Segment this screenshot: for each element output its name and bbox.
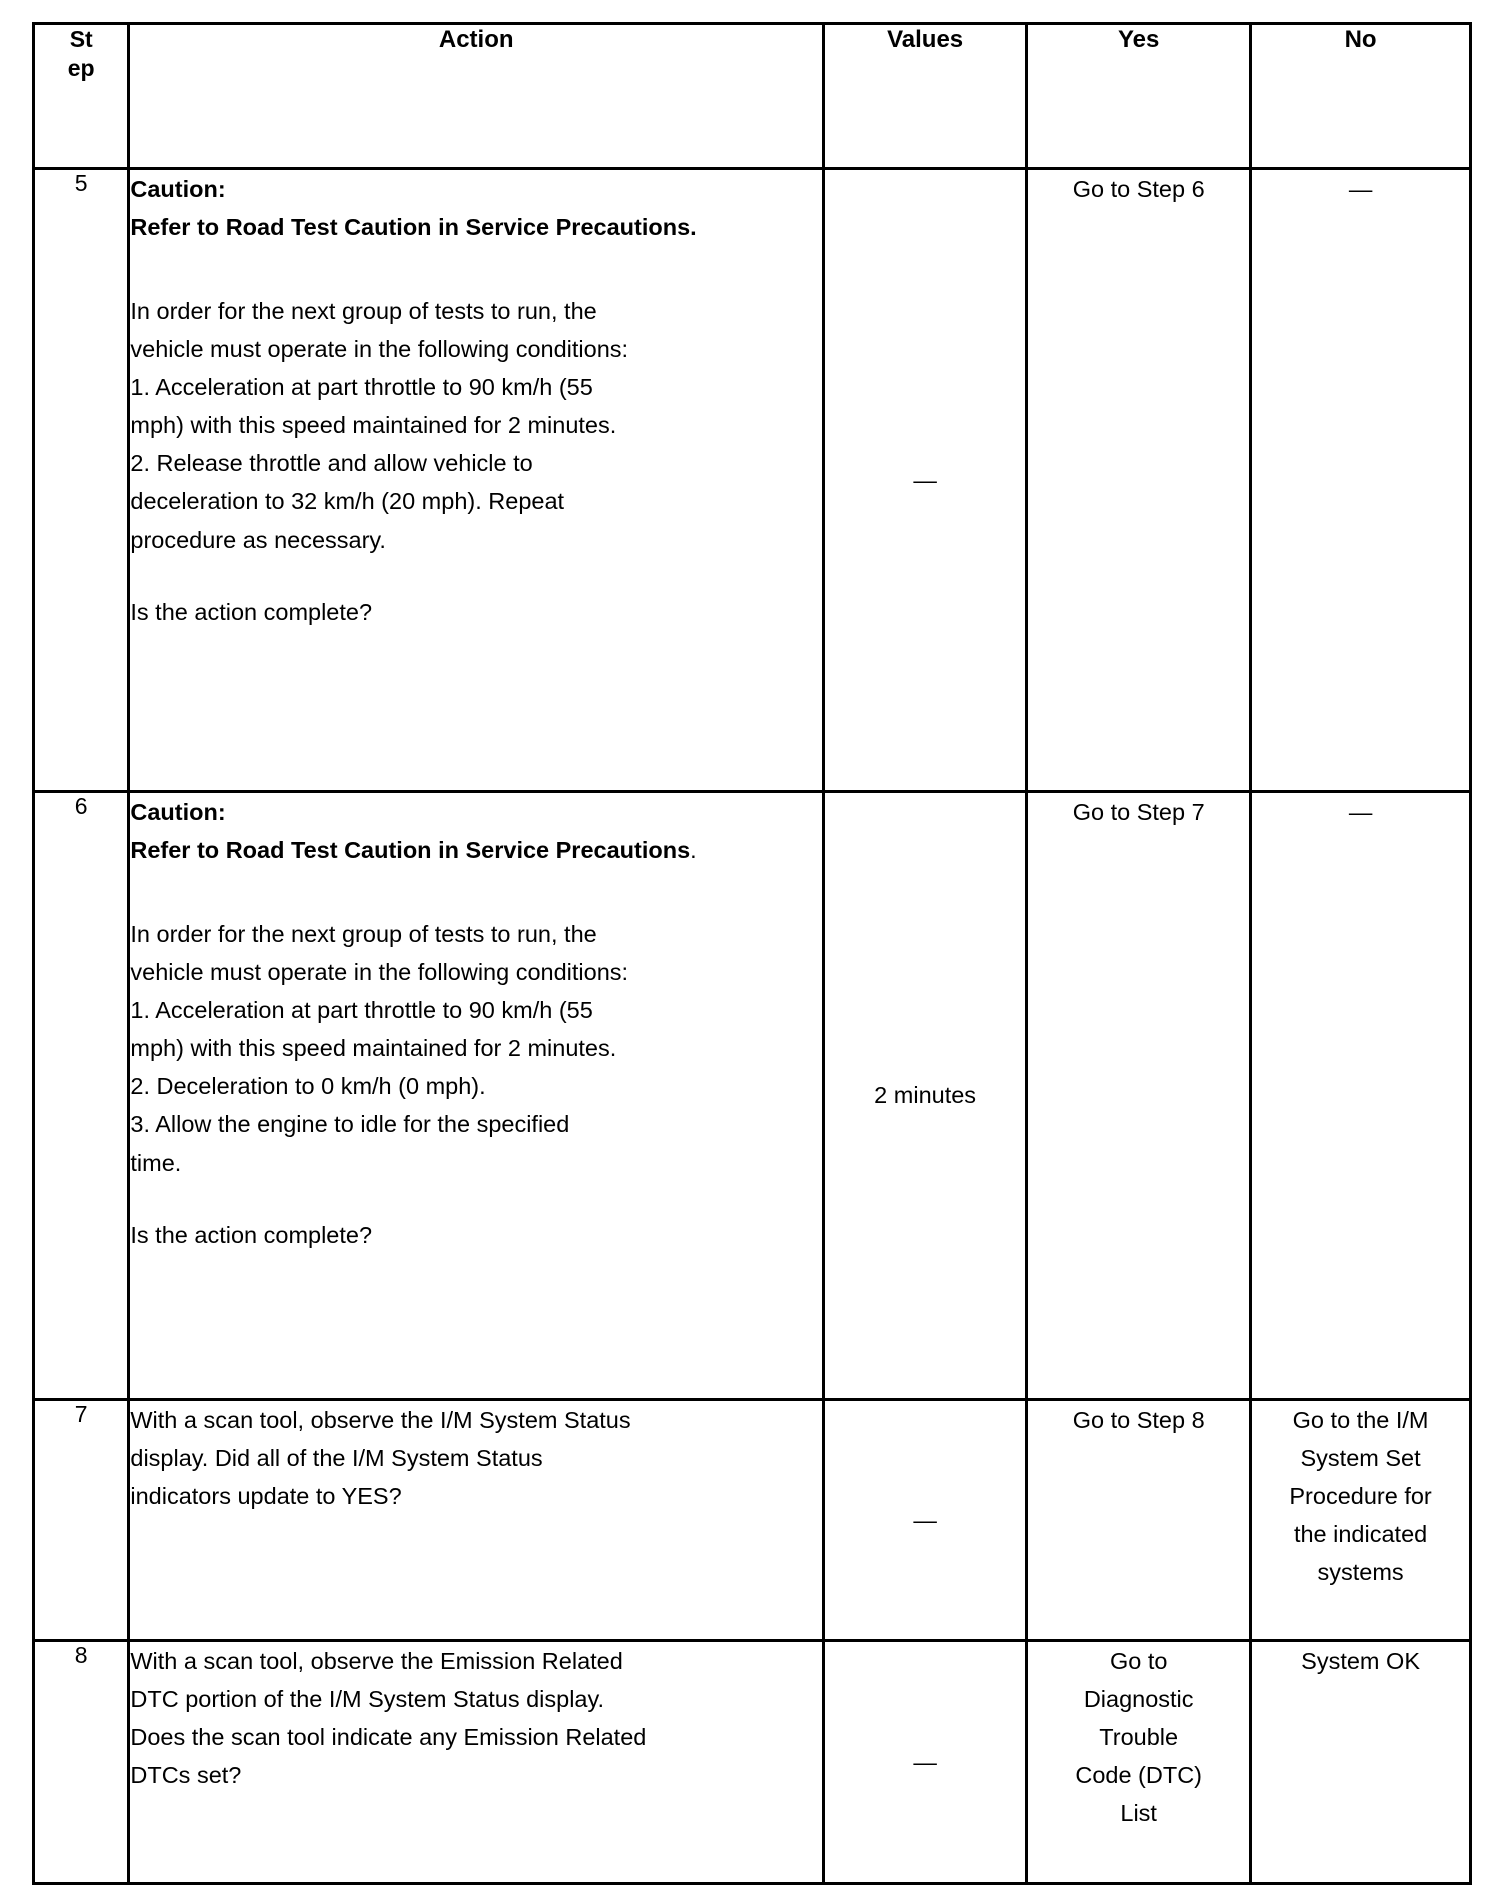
action-line: 3. Allow the engine to idle for the specified — [130, 1111, 570, 1138]
caution-text: Refer to Road Test Caution in Service Precautions. — [130, 214, 697, 241]
action-line: 1. Acceleration at part throttle to 90 km/h (55 — [130, 374, 593, 401]
action-line: time. — [130, 1149, 182, 1176]
yes-line: Diagnostic — [1083, 1686, 1194, 1713]
values-cell: — — [824, 1641, 1027, 1884]
yes-line: Code (DTC) — [1075, 1762, 1203, 1789]
step-number: 5 — [34, 169, 129, 792]
header-step — [34, 24, 129, 169]
action-line: vehicle must operate in the following conditions: — [130, 336, 629, 363]
action-line: DTC portion of the I/M System Status display. — [130, 1686, 605, 1713]
spacer — [130, 1182, 822, 1216]
no-cell: — — [1251, 169, 1471, 792]
action-line: DTCs set? — [130, 1762, 242, 1789]
no-line: System Set — [1300, 1445, 1421, 1472]
action-line: 2. Release throttle and allow vehicle to — [130, 450, 533, 477]
action-line: display. Did all of the I/M System Status — [130, 1445, 543, 1472]
spacer — [130, 559, 822, 593]
yes-cell: Go to Step 7 — [1027, 792, 1251, 1400]
caution-label: Caution: — [130, 176, 226, 202]
header-values: Values — [824, 24, 1027, 169]
header-step-line2: ep — [67, 55, 95, 82]
spacer — [130, 869, 822, 915]
step-number: 7 — [34, 1400, 129, 1641]
action-line: With a scan tool, observe the Emission Related — [130, 1648, 623, 1674]
yes-line: List — [1120, 1800, 1157, 1827]
action-line: procedure as necessary. — [130, 526, 386, 553]
no-line: Go to the I/M — [1292, 1407, 1429, 1433]
yes-cell: Go to Step 6 — [1027, 169, 1251, 792]
action-description — [129, 792, 824, 1400]
table-header-row — [34, 24, 1471, 169]
caution-text-line — [130, 831, 822, 869]
action-line: vehicle must operate in the following conditions: — [130, 959, 629, 986]
action-question: Is the action complete? — [130, 1221, 373, 1248]
values-cell: — — [824, 169, 1027, 792]
table-row — [34, 792, 1471, 1400]
no-cell: System OK — [1251, 1641, 1471, 1884]
step-number: 6 — [34, 792, 129, 1400]
header-yes: Yes — [1027, 24, 1251, 169]
yes-cell — [1027, 1641, 1251, 1884]
yes-line: Go to — [1109, 1648, 1168, 1674]
header-no: No — [1251, 24, 1471, 169]
table-row — [34, 169, 1471, 792]
yes-line: Trouble — [1099, 1724, 1179, 1751]
no-line: the indicated — [1293, 1521, 1428, 1548]
table-row — [34, 1641, 1471, 1884]
no-cell — [1251, 1400, 1471, 1641]
action-question: Is the action complete? — [130, 598, 373, 625]
action-line: mph) with this speed maintained for 2 minutes. — [130, 412, 617, 439]
header-action: Action — [129, 24, 824, 169]
action-line: 1. Acceleration at part throttle to 90 km/h (55 — [130, 997, 593, 1024]
no-line: Procedure for — [1289, 1483, 1432, 1510]
action-line: In order for the next group of tests to run, the — [130, 921, 597, 948]
no-cell: — — [1251, 792, 1471, 1400]
action-line: In order for the next group of tests to run, the — [130, 298, 597, 325]
yes-cell: Go to Step 8 — [1027, 1400, 1251, 1641]
action-line: mph) with this speed maintained for 2 minutes. — [130, 1035, 617, 1062]
step-number: 8 — [34, 1641, 129, 1884]
caution-label: Caution: — [130, 799, 226, 825]
table-row — [34, 1400, 1471, 1641]
caution-period: . — [690, 837, 697, 864]
action-line: With a scan tool, observe the I/M System Status — [130, 1407, 631, 1433]
diagnostic-steps-table — [32, 22, 1472, 1885]
action-line: Does the scan tool indicate any Emission Related — [130, 1724, 647, 1751]
action-description — [129, 1400, 824, 1641]
action-description — [129, 1641, 824, 1884]
spacer — [130, 246, 822, 292]
action-line: deceleration to 32 km/h (20 mph). Repeat — [130, 488, 565, 515]
header-step-line1: St — [69, 26, 93, 52]
values-cell: 2 minutes — [824, 792, 1027, 1400]
values-cell: — — [824, 1400, 1027, 1641]
action-description — [129, 169, 824, 792]
no-line: systems — [1317, 1559, 1404, 1586]
action-line: indicators update to YES? — [130, 1483, 402, 1510]
caution-text: Refer to Road Test Caution in Service Precautions — [130, 837, 691, 864]
action-line: 2. Deceleration to 0 km/h (0 mph). — [130, 1073, 486, 1100]
